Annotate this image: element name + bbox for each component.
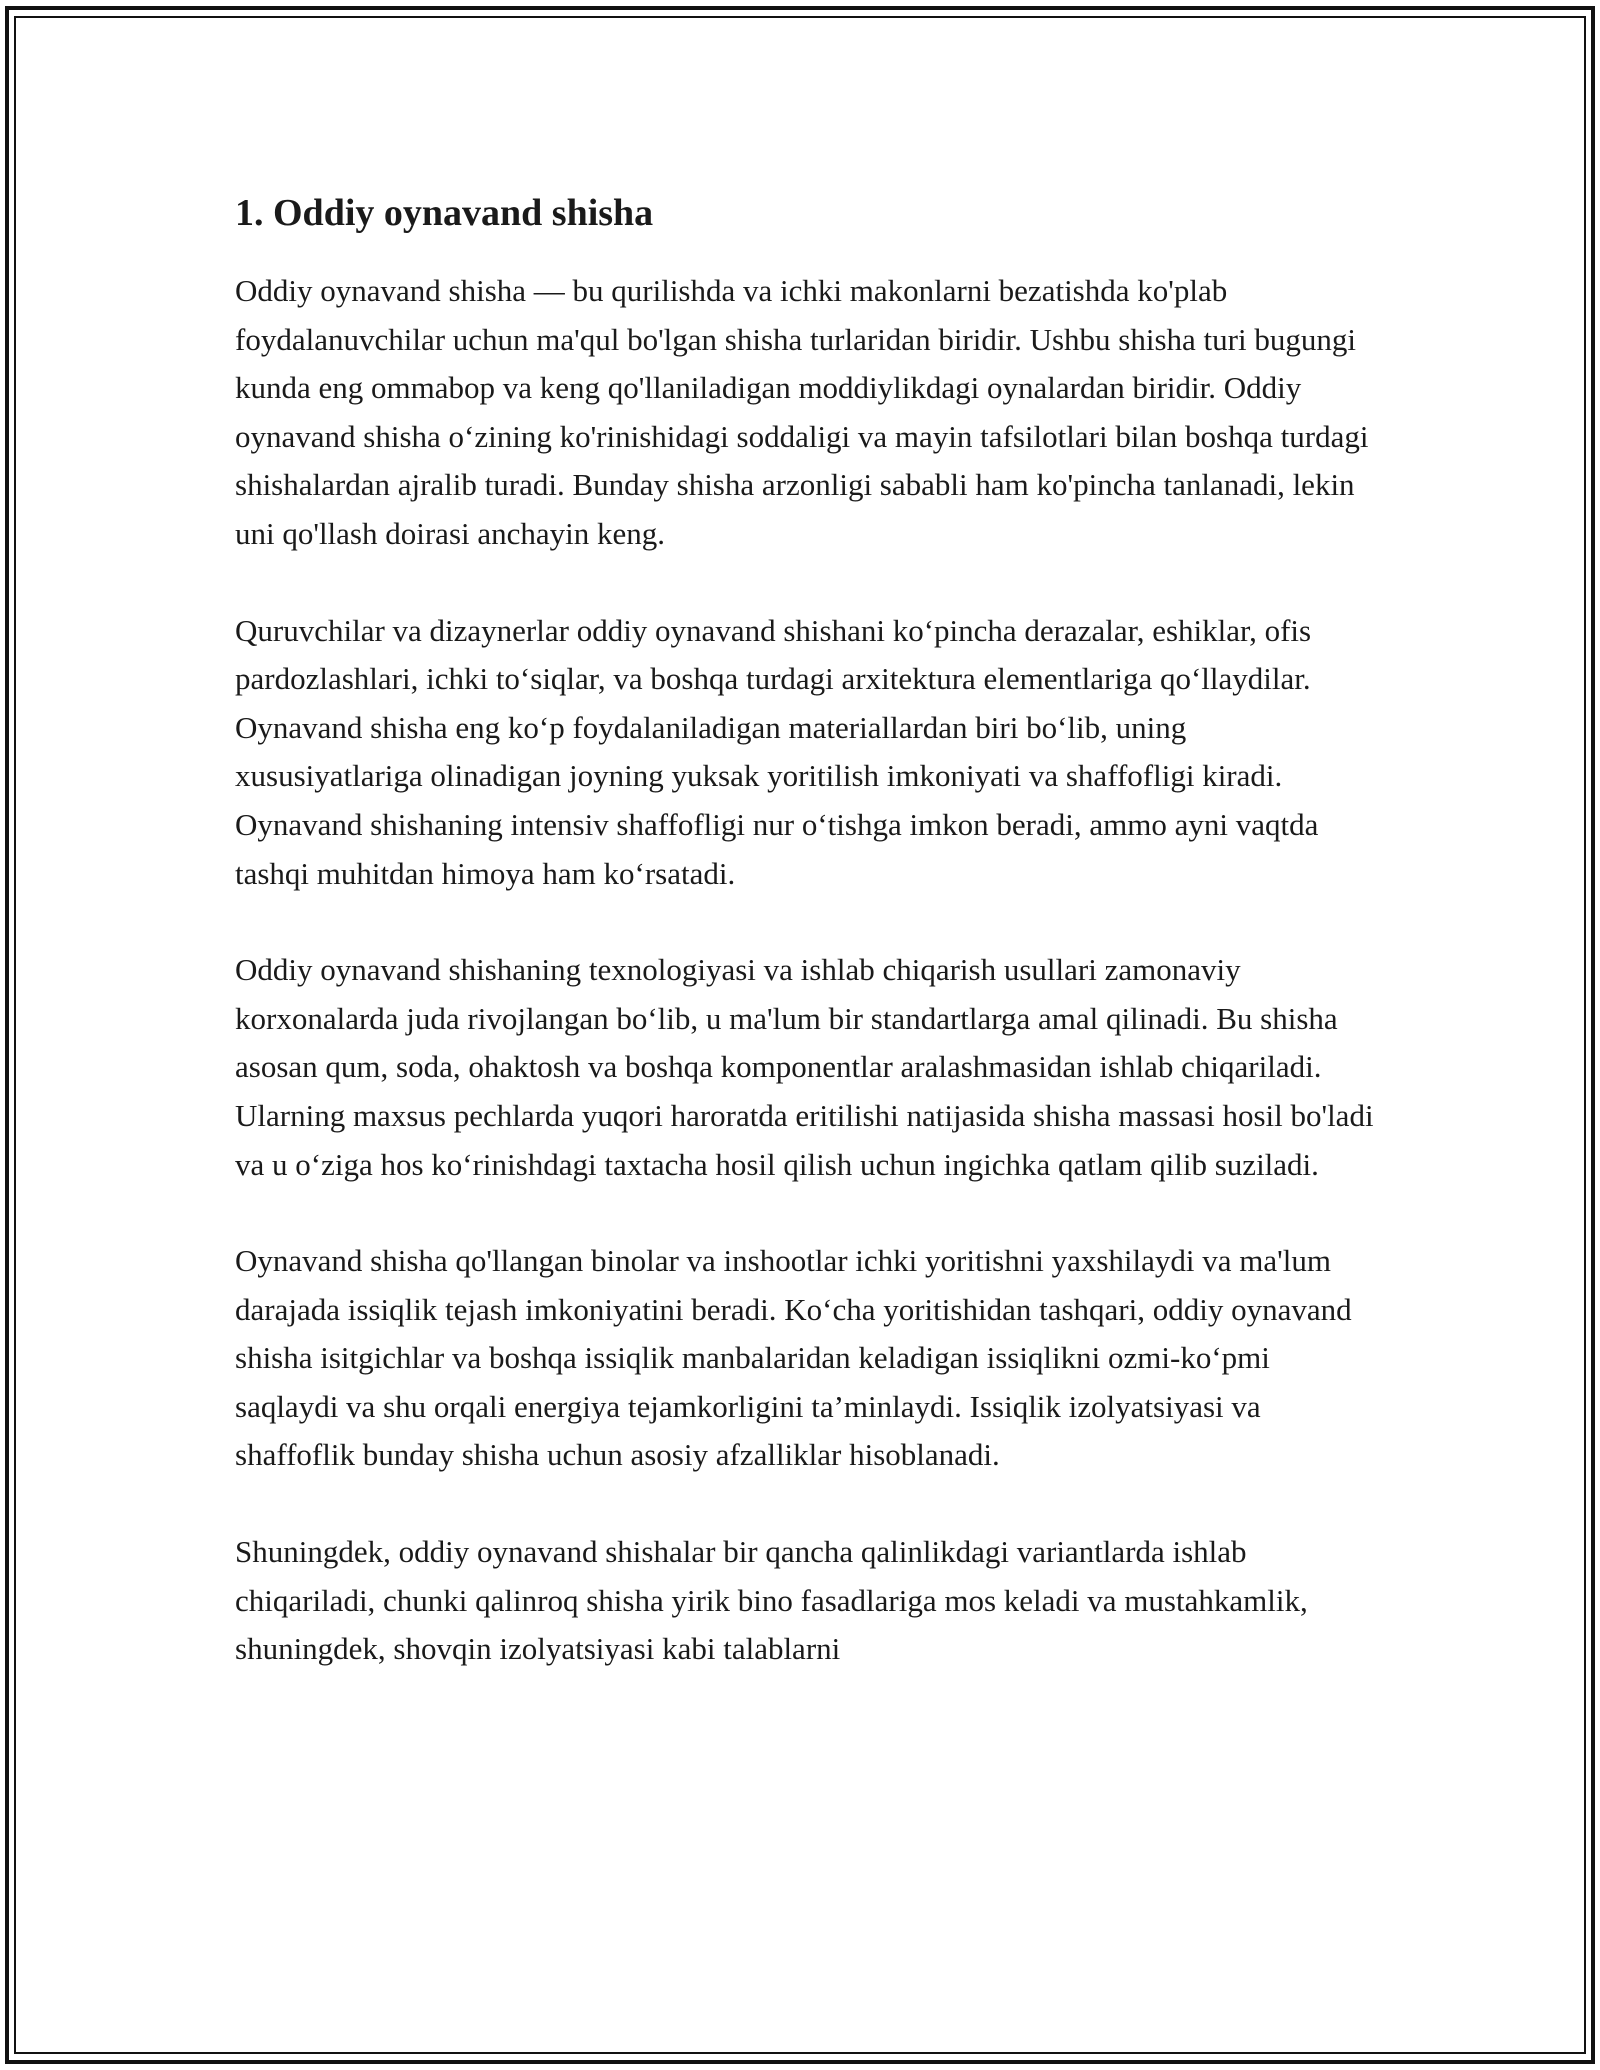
document-body (235, 185, 1375, 1722)
section-heading: 1. Oddiy oynavand shisha (235, 192, 654, 234)
paragraph-3: Oddiy oynavand shishaning texnologiyasi va ishlab chiqarish usullari zamonaviy korxonalarda juda rivojlangan bo‘lib, u ma'lum bir standartlarga amal qilinadi. Bu shisha asosan qum, soda, ohaktosh va boshqa komponentlar aralashmasidan ishlab chiqariladi. Ularning maxsus pechlarda yuqori haroratda eritilishi natijasida shisha massasi hosil bo'ladi va u o‘ziga hos ko‘rinishdagi taxtacha hosil qilish uchun ingichka qatlam qilib suziladi. (235, 952, 1374, 1182)
paragraph-2: Quruvchilar va dizaynerlar oddiy oynavand shishani ko‘pincha derazalar, eshiklar, ofis pardozlashlari, ichki to‘siqlar, va boshqa turdagi arxitektura elementlariga qo‘llaydilar. Oynavand shisha eng ko‘p foydalaniladigan materiallardan biri bo‘lib, uning xususiyatlariga olinadigan joyning yuksak yoritilish imkoniyati va shaffofligi kiradi. Oynavand shishaning intensiv shaffofligi nur o‘tishga imkon beradi, ammo ayni vaqtda tashqi muhitdan himoya ham ko‘rsatadi. (235, 612, 1319, 891)
paragraph-1: Oddiy oynavand shisha — bu qurilishda va ichki makonlarni bezatishda ko'plab foydalanuvchilar uchun ma'qul bo'lgan shisha turlaridan biridir. Ushbu shisha turi bugungi kunda eng ommabop va keng qo'llaniladigan moddiylikdagi oynalardan biridir. Oddiy oynavand shisha o‘zining ko'rinishidagi soddaligi va mayin tafsilotlari bilan boshqa turdagi shishalardan ajralib turadi. Bunday shisha arzonligi sababli ham ko'pincha tanlanadi, lekin uni qo'llash doirasi anchayin keng. (235, 273, 1369, 551)
paragraph-4: Oynavand shisha qo'llangan binolar va inshootlar ichki yoritishni yaxshilaydi va ma'lum darajada issiqlik tejash imkoniyatini beradi. Ko‘cha yoritishidan tashqari, oddiy oynavand shisha isitgichlar va boshqa issiqlik manbalaridan keladigan issiqlikni ozmi-ko‘pmi saqlaydi va shu orqali energiya tejamkorligini ta’minlaydi. Issiqlik izolyatsiyasi va shaffoflik bunday shisha uchun asosiy afzalliklar hisoblanadi. (235, 1243, 1352, 1473)
paragraph-5: Shuningdek, oddiy oynavand shishalar bir qancha qalinlikdagi variantlarda ishlab chiqariladi, chunki qalinroq shisha yirik bino fasadlariga mos keladi va mustahkamlik, shuningdek, shovqin izolyatsiyasi kabi talablarni (235, 1534, 1308, 1667)
